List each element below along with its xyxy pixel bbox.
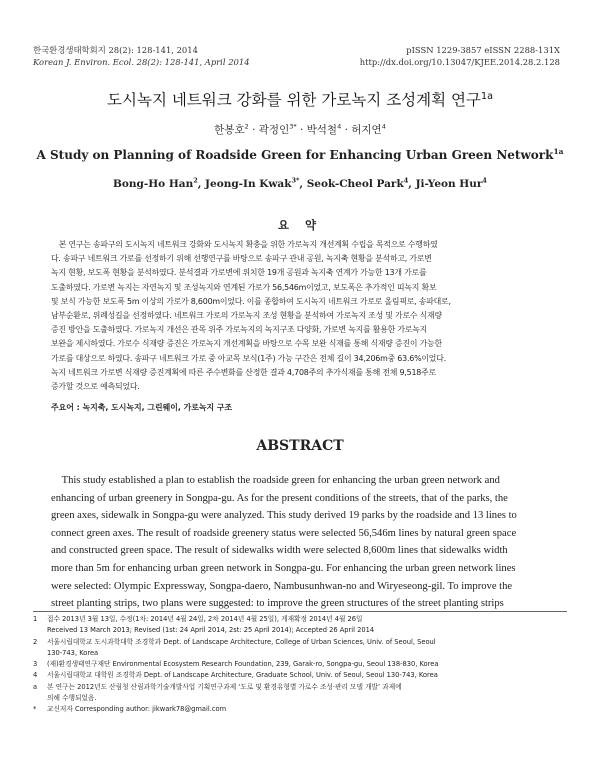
abstract-en-heading: ABSTRACT bbox=[256, 438, 344, 454]
footnote-received bbox=[33, 614, 567, 637]
abstract-en-body bbox=[51, 472, 551, 613]
abstract-en-line: more than 5m for enhancing urban green network in Songpa-gu. For enhancing the urban green network lines bbox=[51, 562, 516, 574]
abstract-ko-line: 증진 방안을 도출하였다. 가로녹지 개선은 관목 위주 가로녹지의 녹지구조 다양화, 가로변 녹지를 활용한 가로녹지 bbox=[51, 325, 428, 335]
paper-title-en bbox=[0, 148, 600, 162]
abstract-ko-heading: 요 약 bbox=[277, 218, 323, 232]
title-en-text: A Study on Planning of Roadside Green for Enhancing Urban Green Network bbox=[36, 148, 554, 162]
abstract-en-line: connect green axes. The result of roadside greenery status were selected 56,546m lines by natural green space bbox=[51, 527, 517, 539]
abstract-ko-line: 보완을 제시하였다. 가로수 식재량 증진은 가로녹지 개선계획을 바탕으로 수목 보완 식재를 통해 식재량 증진이 가능한 bbox=[51, 339, 442, 349]
author-en: Ji-Yeon Hur bbox=[415, 178, 483, 190]
footnote-line: 접수 2013년 3월 13일, 수정(1차: 2014년 4월 24일, 2차 2014년 4월 25일), 게재확정 2014년 4월 26일 bbox=[47, 615, 363, 623]
footnote-line: 본 연구는 2012년도 산림청 산림과학기술개발사업 기획연구과제 ‘도로 및 환경유형별 가로수 조성·관리 모델 개발’ 과제에 bbox=[47, 682, 402, 691]
footnotes bbox=[33, 614, 567, 716]
author-en: Bong-Ho Han bbox=[113, 178, 194, 190]
keywords: 주요어 : 녹지축, 도시녹지, 그린웨이, 가로녹지 구조 bbox=[51, 403, 233, 412]
footnote-affiliation bbox=[33, 659, 567, 670]
abstract-ko-line: 및 보식 가능한 보도폭 5m 이상의 가로가 8,600m이었다. 이를 종합하여 도시녹지 네트워크 가로로 올림픽로, 송파대로, bbox=[51, 296, 451, 306]
author-affil-mark: 3* bbox=[291, 176, 300, 185]
title-ko-text: 도시녹지 네트워크 강화를 위한 가로녹지 조성계획 연구 bbox=[107, 91, 481, 109]
issn-doi bbox=[360, 44, 560, 68]
author-affil-mark: 4 bbox=[403, 176, 409, 185]
author-affil-mark: 4 bbox=[381, 122, 386, 131]
footnote-mark: 1 bbox=[33, 615, 38, 623]
abstract-en-line: This study established a plan to establish the roadside green for enhancing the urban green network and bbox=[51, 475, 500, 486]
abstract-ko-body bbox=[51, 238, 551, 394]
abstract-ko-line: 가로를 대상으로 하였다. 송파구 네트워크 가로 중 아교목 보식(1주) 가능 구간은 전체 길이 34,206m중 63.6%이었다. bbox=[51, 353, 446, 363]
abstract-ko-line: 증가할 것으로 예측되었다. bbox=[51, 382, 140, 392]
author-affil-mark: 2 bbox=[244, 122, 249, 131]
author-en: Jeong-In Kwak bbox=[205, 178, 292, 190]
footnote-affiliation bbox=[33, 670, 567, 681]
doi-link[interactable]: http://dx.doi.org/10.13047/KJEE.2014.28.2.128 bbox=[359, 57, 560, 67]
author-list-ko bbox=[0, 122, 600, 137]
abstract-ko-line: 다. 송파구 네트워크 가로를 선정하기 위해 선행연구를 바탕으로 송파구 관내 공원, 녹지축 현황을 분석하고, 가로변 bbox=[51, 254, 432, 264]
author-list-en: Bong-Ho Han$^2$, Jeong-In Kwak$^{3*}$, Seok-Cheol Park$^4$, Ji-Yeon Hur$^4$ bbox=[113, 176, 487, 190]
footnote-line: (재)환경생태연구재단 Environmental Ecosystem Research Foundation, 239, Garak-ro, Songpa-gu, Seoul 138-830, Korea bbox=[47, 660, 439, 669]
footnote-funding bbox=[33, 682, 567, 705]
abstract-en-line: and constructed green space. The result of sidewalks width were selected 8,600m lines that sidewalks width bbox=[51, 545, 508, 557]
author-affil-mark: 4 bbox=[337, 122, 342, 131]
footnote-mark: a bbox=[33, 682, 38, 691]
author-ko: 허지연 bbox=[351, 124, 382, 136]
abstract-en-line: street planting strips, two plans were suggested: to improve the green structures of the street planting strips bbox=[51, 598, 504, 610]
author-ko: 박석철 bbox=[306, 124, 338, 136]
footnote-line: 130-743, Korea bbox=[47, 648, 99, 657]
abstract-en-line: were selected: Olympic Expressway, Songpa-daero, Nambusunhwan-no and Wiryeseong-gil. To improve the bbox=[51, 580, 513, 592]
footnote-mark: 4 bbox=[33, 671, 38, 680]
journal-citation-ko: 한국환경생태학회지 28(2): 128-141, 2014 bbox=[33, 45, 198, 55]
footnote-line: Received 13 March 2013; Revised (1st: 24 April 2014, 2st: 25 April 2014); Accepted 26 April 2014 bbox=[47, 626, 375, 635]
footnote-line: 서울시립대학교 도시과학대학 조경학과 Dept. of Landscape Architecture, College of Urban Sciences, Univ. of Seoul, Seoul bbox=[47, 637, 436, 646]
footnote-line: 의해 수행되었음. bbox=[47, 694, 97, 703]
author-separator: · bbox=[299, 124, 304, 136]
author-ko: 곽정인 bbox=[258, 124, 290, 136]
author-separator: · bbox=[344, 124, 348, 136]
author-ko: 한봉호 bbox=[214, 124, 245, 136]
footnote-mark: 3 bbox=[33, 660, 38, 669]
title-en-footnote-mark: 1a bbox=[553, 147, 564, 156]
issn-line: pISSN 1229-3857 eISSN 2288-131X bbox=[406, 45, 560, 55]
abstract-ko-line: 남부순환로, 위례성길을 선정하였다. 네트워크 가로의 가로녹지 조성 현황을 분석하여 가로녹지 조성 및 가로수 식재량 bbox=[51, 311, 442, 321]
abstract-en-line: green axes, sidewalk in Songpa-gu were analyzed. This study derived 19 parks by the roadside and 13 lines to bbox=[51, 510, 517, 522]
footnote-mark: * bbox=[33, 705, 37, 714]
author-separator: · bbox=[252, 124, 256, 136]
author-affil-mark: 3* bbox=[289, 122, 297, 131]
title-ko-footnote-mark: 1a bbox=[480, 90, 493, 102]
author-en: Seok-Cheol Park bbox=[306, 178, 404, 190]
abstract-ko-line: 도출하였다. 가로변 녹지는 자연녹지 및 조성녹지와 연계된 가로가 56,546m이었고, 보도폭은 추가적인 띠녹지 확보 bbox=[51, 282, 437, 292]
footnote-divider bbox=[33, 611, 567, 612]
abstract-ko-line: 본 연구는 송파구의 도시녹지 네트워크 강화와 도시녹지 확충을 위한 가로녹지 개선계획 수립을 목적으로 수행하였 bbox=[51, 240, 438, 249]
paper-title-ko bbox=[0, 88, 600, 110]
journal-citation-en: Korean J. Environ. Ecol. 28(2): 128-141, April 2014 bbox=[33, 57, 250, 67]
footnote-line: 교신저자 Corresponding author: jikwark78@gmail.com bbox=[47, 705, 227, 714]
abstract-en-line: enhancing of urban greenery in Songpa-gu. As for the present conditions of the streets, that of the parks, the bbox=[51, 492, 508, 504]
abstract-ko-line: 녹지 네트워크 가로변 식재량 증진계획에 따른 주수변화를 산정한 결과 4,708주의 추가식재를 통해 전체 9,518주로 bbox=[51, 367, 436, 377]
author-affil-mark: 4 bbox=[482, 176, 487, 185]
footnote-mark: 2 bbox=[33, 637, 38, 646]
footnote-line: 서울시립대학교 대학원 조경학과 Dept. of Landscape Architecture, Graduate School, Univ. of Seoul, Seoul 130-743, Korea bbox=[47, 671, 438, 680]
author-affil-mark: 2 bbox=[193, 176, 198, 185]
footnote-affiliation bbox=[33, 637, 567, 660]
abstract-ko-line: 녹지 현황, 보도폭 현황을 분석하였다. 분석결과 가로변에 위치한 19개 공원과 녹지축 연계가 가능한 13개 가로를 bbox=[51, 268, 427, 278]
footnote-corresponding bbox=[33, 704, 567, 715]
journal-citation bbox=[33, 44, 250, 68]
